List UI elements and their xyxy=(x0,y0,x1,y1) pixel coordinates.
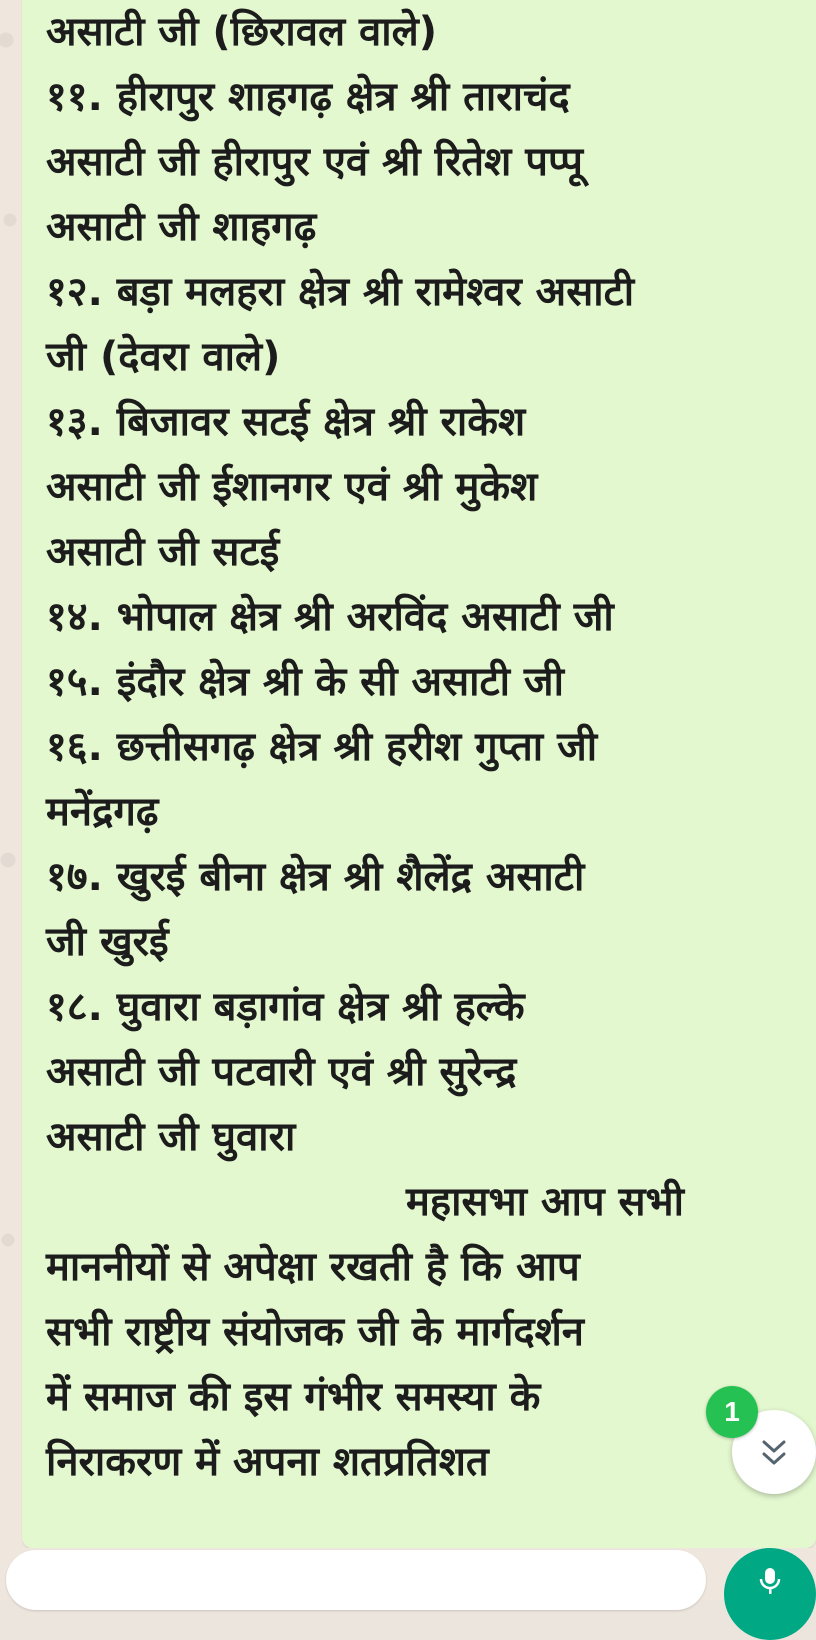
message-line: निराकरण में अपना शतप्रतिशत xyxy=(46,1439,489,1485)
message-line: १२. बड़ा मलहरा क्षेत्र श्री रामेश्वर असाटी xyxy=(46,269,635,315)
message-text xyxy=(46,0,796,1495)
message-line: असाटी जी हीरापुर एवं श्री रितेश पप्पू xyxy=(46,139,583,185)
message-line: १८. घुवारा बड़ागांव क्षेत्र श्री हल्के xyxy=(46,984,525,1030)
message-line: जी (देवरा वाले) xyxy=(46,334,281,380)
message-line: असाटी जी ईशानगर एवं श्री मुकेश xyxy=(46,464,538,510)
message-input[interactable] xyxy=(6,1550,706,1610)
message-line: सभी राष्ट्रीय संयोजक जी के मार्गदर्शन xyxy=(46,1309,584,1355)
message-line: में समाज की इस गंभीर समस्या के xyxy=(46,1374,541,1420)
unread-count-badge[interactable]: 1 xyxy=(706,1386,758,1438)
message-line: असाटी जी शाहगढ़ xyxy=(46,204,317,250)
message-line: असाटी जी सटई xyxy=(46,529,280,575)
message-bubble[interactable] xyxy=(22,0,816,1548)
message-line: असाटी जी घुवारा xyxy=(46,1114,296,1160)
message-line: १६. छत्तीसगढ़ क्षेत्र श्री हरीश गुप्ता जी xyxy=(46,724,598,770)
message-line: असाटी जी पटवारी एवं श्री सुरेन्द्र xyxy=(46,1049,517,1095)
message-line: मनेंद्रगढ़ xyxy=(46,789,159,835)
message-line: माननीयों से अपेक्षा रखती है कि आप xyxy=(46,1244,580,1290)
message-line: महासभा आप सभी xyxy=(406,1179,685,1225)
message-line: १४. भोपाल क्षेत्र श्री अरविंद असाटी जी xyxy=(46,594,614,640)
message-line: ११. हीरापुर शाहगढ़ क्षेत्र श्री ताराचंद xyxy=(46,74,570,120)
message-line: १३. बिजावर सटई क्षेत्र श्री राकेश xyxy=(46,399,526,445)
message-line: असाटी जी (छिरावल वाले) xyxy=(46,9,438,55)
microphone-icon xyxy=(758,1566,782,1596)
message-line: १५. इंदौर क्षेत्र श्री के सी असाटी जी xyxy=(46,659,564,705)
message-line: १७. खुरई बीना क्षेत्र श्री शैलेंद्र असाटी xyxy=(46,854,585,900)
message-line: जी खुरई xyxy=(46,919,169,965)
double-chevron-down-icon xyxy=(754,1436,794,1472)
mic-button[interactable] xyxy=(724,1548,816,1640)
